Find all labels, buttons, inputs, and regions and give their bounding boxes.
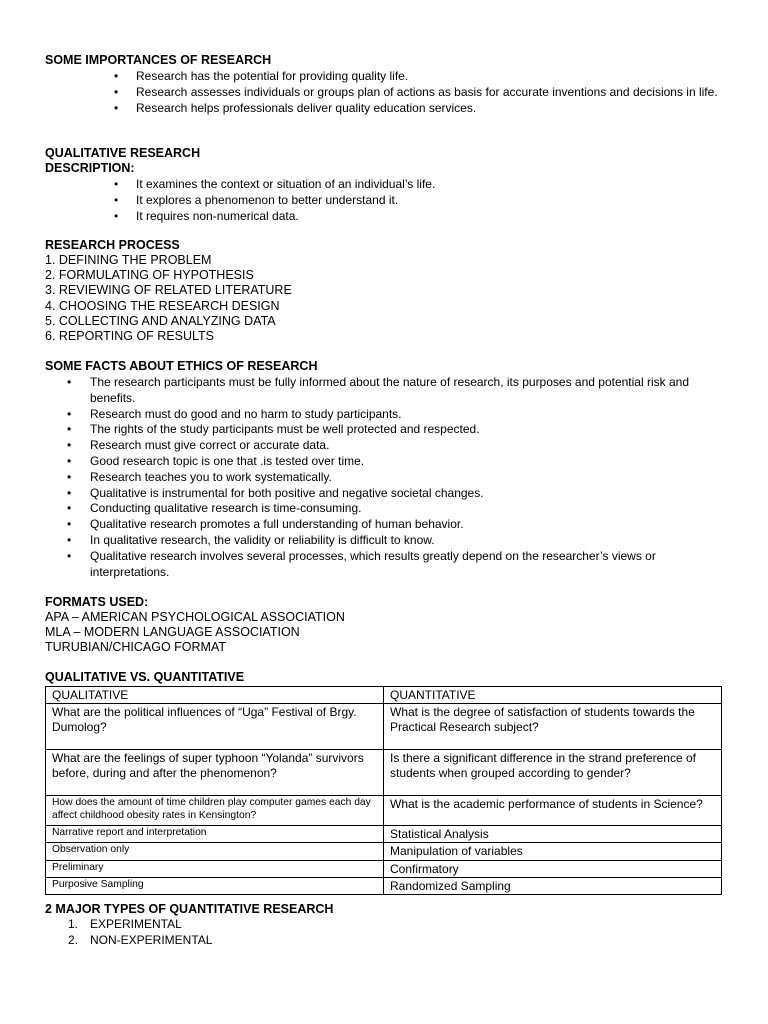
process-step: 5. COLLECTING AND ANALYZING DATA [45,313,276,328]
header-cell-qualitative: QUALITATIVE [46,687,384,704]
importances-list [136,69,726,116]
types-heading: 2 MAJOR TYPES OF QUANTITATIVE RESEARCH [45,902,334,916]
process-step: 3. REVIEWING OF RELATED LITERATURE [45,283,292,298]
list-item: • Qualitative research promotes a full understanding of human behavior. [90,517,720,533]
table-cell: Preliminary [46,860,384,877]
table-cell: Statistical Analysis [384,826,722,843]
list-item: • The research participants must be fully informed about the nature of research, its purposes and potential risk and benefits. [90,375,720,407]
list-item: • The rights of the study participants must be well protected and respected. [90,422,720,438]
table-row [46,704,722,750]
comparison-table [45,686,722,895]
list-item: • It examines the context or situation of an individual’s life. [136,177,726,193]
ethics-heading: SOME FACTS ABOUT ETHICS OF RESEARCH [45,359,318,373]
list-item [68,917,212,933]
formats-heading: FORMATS USED: [45,595,149,609]
table-cell: Narrative report and interpretation [46,826,384,843]
qualitative-description-list [136,177,726,224]
list-item: • Conducting qualitative research is time-consuming. [90,501,720,517]
format-item: TURUBIAN/CHICAGO FORMAT [45,640,227,655]
table-row [46,826,722,843]
list-text: EXPERIMENTAL [90,917,182,931]
table-cell: Randomized Sampling [384,877,722,894]
list-item: • Good research topic is one that .is tested over time. [90,454,720,470]
table-row [46,843,722,860]
list-number: 2. [68,932,79,947]
list-item: • Qualitative research involves several processes, which results greatly depend on the researcher’s views or interpretations. [90,549,720,581]
process-steps [45,253,292,344]
process-step: 6. REPORTING OF RESULTS [45,329,215,344]
list-item: • Research must do good and no harm to study participants. [90,407,720,423]
table-cell: What are the political influences of “Uga” Festival of Brgy. Dumolog? [46,704,384,750]
process-step: 1. DEFINING THE PROBLEM [45,253,212,267]
comparison-heading: QUALITATIVE VS. QUANTITATIVE [45,670,245,684]
table-row [46,877,722,894]
format-item: MLA – MODERN LANGUAGE ASSOCIATION [45,625,300,640]
table-cell: What is the degree of satisfaction of students towards the Practical Research subject? [384,704,722,750]
list-item: • Research helps professionals deliver quality education services. [136,101,726,117]
list-item: • It explores a phenomenon to better understand it. [136,193,726,209]
table-header-row [46,687,722,704]
table-cell: What are the feelings of super typhoon “Yolanda” survivors before, during and after the phenomenon? [46,750,384,796]
list-item: • It requires non-numerical data. [136,209,726,225]
ethics-list [90,375,720,580]
types-list [68,917,212,948]
list-item: • In qualitative research, the validity or reliability is difficult to know. [90,533,720,549]
header-cell-quantitative: QUANTITATIVE [384,687,722,704]
table-cell: What is the academic performance of students in Science? [384,796,722,826]
table-row [46,860,722,877]
table-cell: Manipulation of variables [384,843,722,860]
table-cell: How does the amount of time children play computer games each day affect childhood obesity rates in Kensington? [46,796,384,826]
process-heading: RESEARCH PROCESS [45,238,180,252]
list-item: • Research has the potential for providing quality life. [136,69,726,85]
table-row [46,796,722,826]
list-number: 1. [68,917,79,931]
format-item: APA – AMERICAN PSYCHOLOGICAL ASSOCIATION [45,610,345,624]
importances-heading: SOME IMPORTANCES OF RESEARCH [45,53,272,67]
table-cell: Observation only [46,843,384,860]
list-item: • Qualitative is instrumental for both positive and negative societal changes. [90,486,720,502]
description-subheading: DESCRIPTION: [45,161,135,175]
table-cell: Is there a significant difference in the strand preference of students when grouped according to gender? [384,750,722,796]
process-step: 4. CHOOSING THE RESEARCH DESIGN [45,298,280,313]
formats-list [45,610,345,656]
table-cell: Purposive Sampling [46,877,384,894]
list-item: • Research assesses individuals or groups plan of actions as basis for accurate inventions and decisions in life. [136,85,726,101]
list-text: NON-EXPERIMENTAL [90,932,213,947]
table-row [46,750,722,796]
list-item: • Research teaches you to work systematically. [90,470,720,486]
table-cell: Confirmatory [384,860,722,877]
list-item: • Research must give correct or accurate data. [90,438,720,454]
list-item [68,933,212,949]
process-step: 2. FORMULATING OF HYPOTHESIS [45,268,254,283]
qualitative-heading: QUALITATIVE RESEARCH [45,146,201,160]
